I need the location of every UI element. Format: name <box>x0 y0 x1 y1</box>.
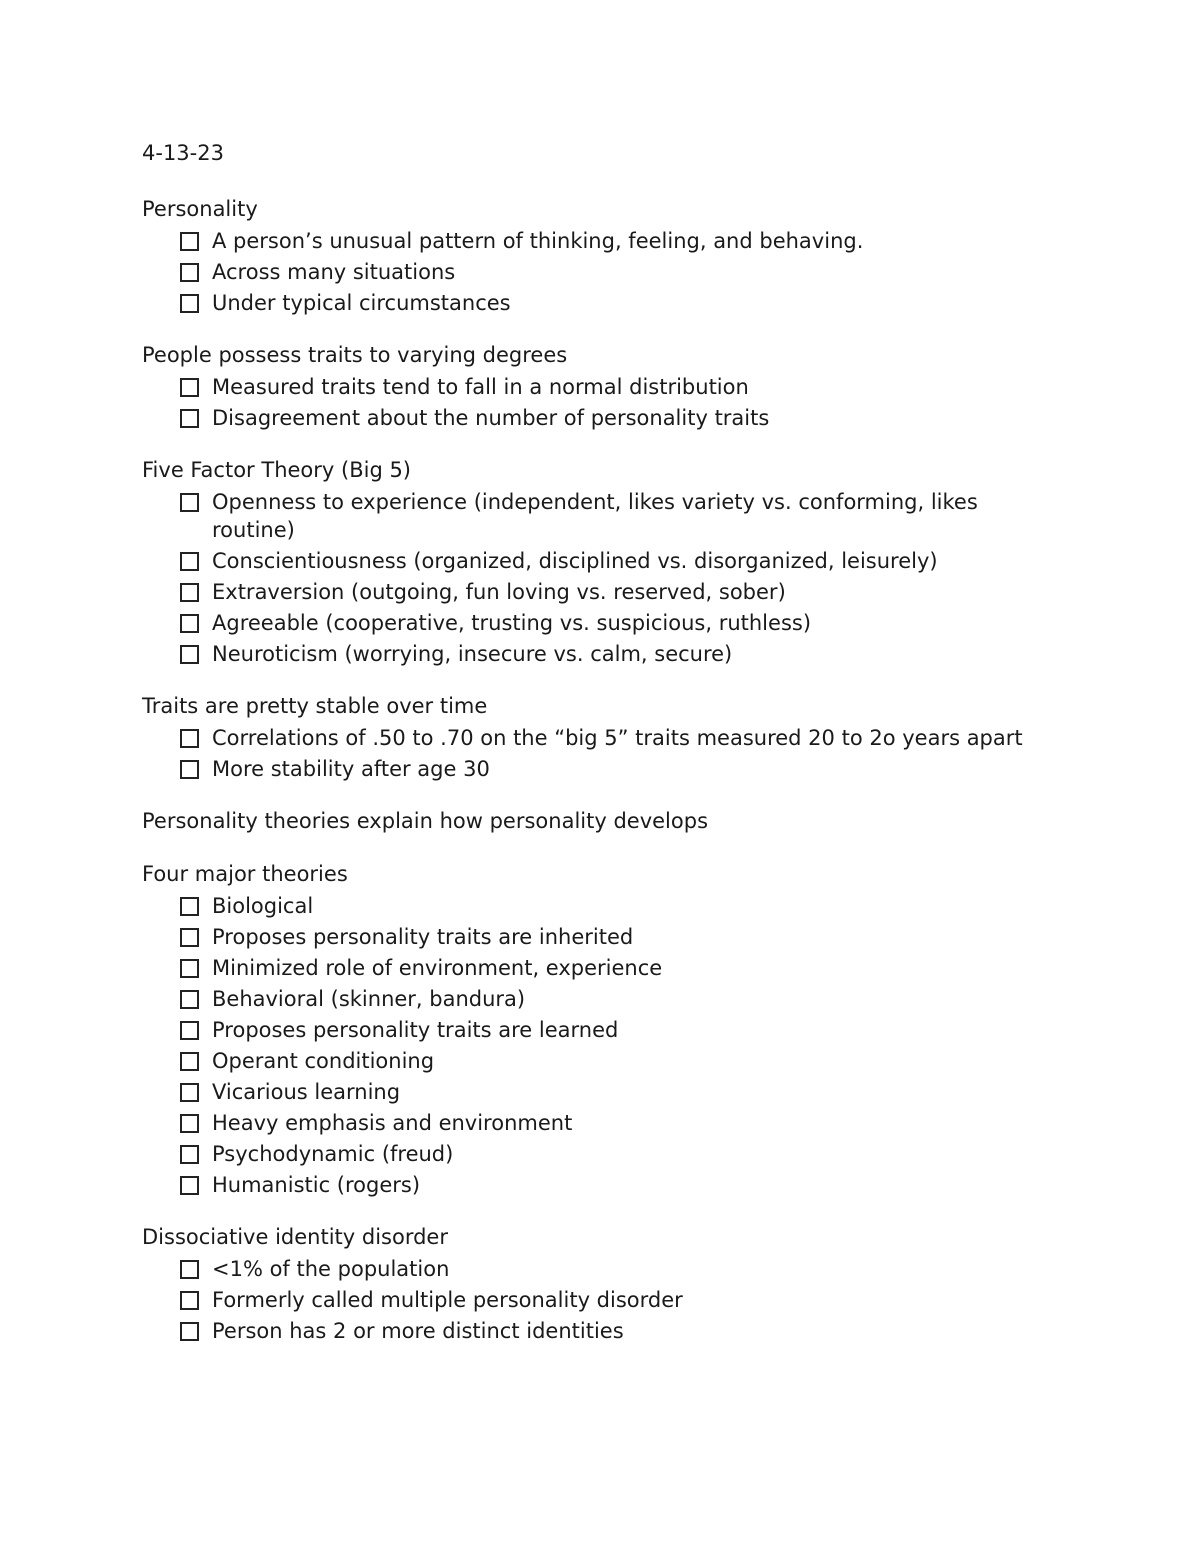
checklist-item-text: Correlations of .50 to .70 on the “big 5” traits measured 20 to 2o years apart <box>212 726 1023 750</box>
checklist-item <box>180 1140 1062 1168</box>
checkbox-icon[interactable] <box>180 990 199 1009</box>
checklist-item-text: Proposes personality traits are learned <box>212 1018 619 1042</box>
checkbox-icon[interactable] <box>180 729 199 748</box>
checklist-item <box>180 1078 1062 1106</box>
checkbox-icon[interactable] <box>180 378 199 397</box>
checklist <box>142 724 1062 783</box>
checklist <box>142 373 1062 432</box>
checkbox-icon[interactable] <box>180 1114 199 1133</box>
checklist-item-text: Heavy emphasis and environment <box>212 1111 573 1135</box>
checkbox-icon[interactable] <box>180 760 199 779</box>
checklist-item-text: Under typical circumstances <box>212 291 511 315</box>
notes-sections <box>142 194 1062 1345</box>
notes-section <box>142 1222 1062 1345</box>
checklist-item <box>180 1286 1062 1314</box>
checkbox-icon[interactable] <box>180 493 199 512</box>
checklist <box>142 488 1062 668</box>
checklist-item-text: Extraversion (outgoing, fun loving vs. reserved, sober) <box>212 580 786 604</box>
checklist <box>142 1255 1062 1345</box>
checklist-item-text: <1% of the population <box>212 1257 450 1281</box>
checklist-item <box>180 892 1062 920</box>
checklist-item <box>180 373 1062 401</box>
checkbox-icon[interactable] <box>180 583 199 602</box>
checklist-item-text: Behavioral (skinner, bandura) <box>212 987 526 1011</box>
checklist-item <box>180 578 1062 606</box>
checklist-item <box>180 1171 1062 1199</box>
notes-section <box>142 806 1062 836</box>
checklist-item <box>180 755 1062 783</box>
checklist-item <box>180 547 1062 575</box>
checklist-item <box>180 1047 1062 1075</box>
section-heading: Five Factor Theory (Big 5) <box>142 458 412 482</box>
checklist-item <box>180 954 1062 982</box>
checkbox-icon[interactable] <box>180 1021 199 1040</box>
checkbox-icon[interactable] <box>180 1291 199 1310</box>
section-heading: Personality theories explain how personality develops <box>142 809 709 833</box>
checklist-item-text: Operant conditioning <box>212 1049 435 1073</box>
notes-section <box>142 455 1062 668</box>
checklist-item-text: Biological <box>212 894 314 918</box>
checklist-item-text: Proposes personality traits are inherited <box>212 925 634 949</box>
checklist-item-text: Formerly called multiple personality disorder <box>212 1288 683 1312</box>
section-heading: Dissociative identity disorder <box>142 1225 448 1249</box>
checklist-item <box>180 488 1062 544</box>
checklist-item-text: Vicarious learning <box>212 1080 401 1104</box>
checkbox-icon[interactable] <box>180 959 199 978</box>
note-date: 4-13-23 <box>142 141 224 165</box>
notes-section <box>142 691 1062 783</box>
checklist-item <box>180 724 1062 752</box>
checkbox-icon[interactable] <box>180 645 199 664</box>
checkbox-icon[interactable] <box>180 1145 199 1164</box>
checklist-item-text: Neuroticism (worrying, insecure vs. calm, secure) <box>212 642 733 666</box>
checklist-item <box>180 258 1062 286</box>
checkbox-icon[interactable] <box>180 1260 199 1279</box>
checklist-item-text: Across many situations <box>212 260 456 284</box>
checklist-item <box>180 404 1062 432</box>
checklist-item-text: Psychodynamic (freud) <box>212 1142 454 1166</box>
checklist-item-text: Conscientiousness (organized, disciplined vs. disorganized, leisurely) <box>212 549 938 573</box>
checkbox-icon[interactable] <box>180 232 199 251</box>
checkbox-icon[interactable] <box>180 294 199 313</box>
checklist-item-text: Humanistic (rogers) <box>212 1173 421 1197</box>
checklist-item-text: Person has 2 or more distinct identities <box>212 1319 624 1343</box>
checklist-item-text: Openness to experience (independent, likes variety vs. conforming, likes routine) <box>212 490 978 542</box>
checklist-item-text: Minimized role of environment, experience <box>212 956 663 980</box>
checkbox-icon[interactable] <box>180 1322 199 1341</box>
checklist-item <box>180 609 1062 637</box>
notes-section <box>142 859 1062 1199</box>
notes-section <box>142 194 1062 317</box>
checklist-item <box>180 923 1062 951</box>
checkbox-icon[interactable] <box>180 1052 199 1071</box>
checklist-item <box>180 289 1062 317</box>
checkbox-icon[interactable] <box>180 1176 199 1195</box>
notes-section <box>142 340 1062 432</box>
checklist-item-text: More stability after age 30 <box>212 757 490 781</box>
checklist-item-text: A person’s unusual pattern of thinking, feeling, and behaving. <box>212 229 864 253</box>
notes-page <box>142 138 1062 1368</box>
checklist-item <box>180 985 1062 1013</box>
checkbox-icon[interactable] <box>180 1083 199 1102</box>
section-heading: Traits are pretty stable over time <box>142 694 488 718</box>
checklist-item <box>180 1109 1062 1137</box>
checklist-item <box>180 640 1062 668</box>
checkbox-icon[interactable] <box>180 897 199 916</box>
checklist-item <box>180 1317 1062 1345</box>
checkbox-icon[interactable] <box>180 552 199 571</box>
checklist-item <box>180 1255 1062 1283</box>
section-heading: Four major theories <box>142 862 348 886</box>
section-heading: Personality <box>142 197 258 221</box>
checkbox-icon[interactable] <box>180 928 199 947</box>
checkbox-icon[interactable] <box>180 263 199 282</box>
checklist-item <box>180 227 1062 255</box>
checkbox-icon[interactable] <box>180 409 199 428</box>
section-heading: People possess traits to varying degrees <box>142 343 568 367</box>
checklist <box>142 227 1062 317</box>
checklist-item <box>180 1016 1062 1044</box>
checklist-item-text: Agreeable (cooperative, trusting vs. suspicious, ruthless) <box>212 611 812 635</box>
checklist-item-text: Measured traits tend to fall in a normal distribution <box>212 375 749 399</box>
checklist <box>142 892 1062 1199</box>
checkbox-icon[interactable] <box>180 614 199 633</box>
checklist-item-text: Disagreement about the number of personality traits <box>212 406 770 430</box>
